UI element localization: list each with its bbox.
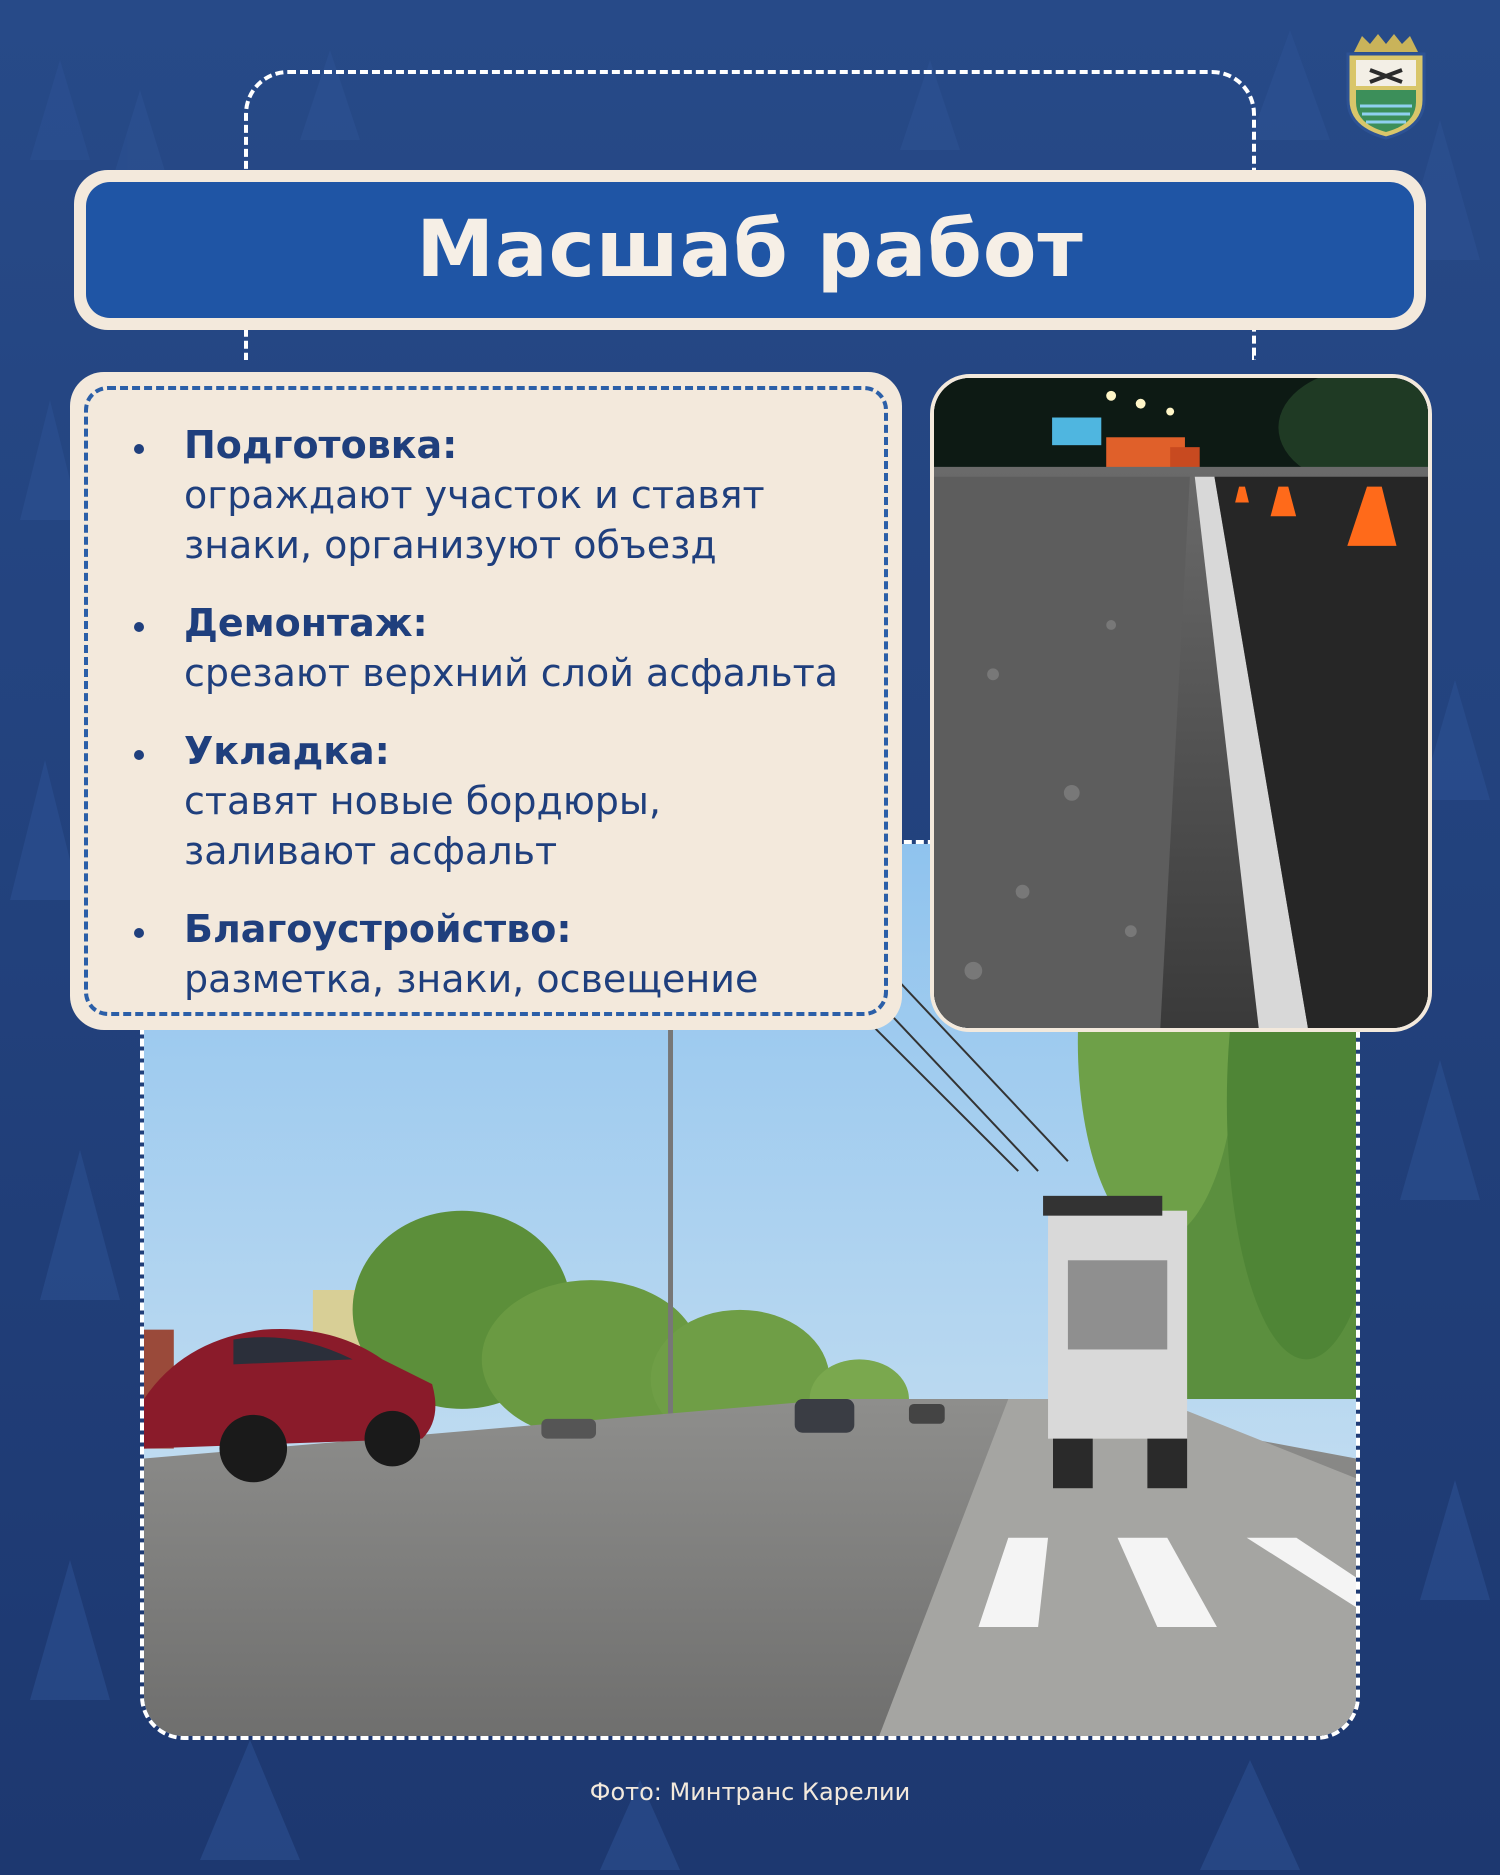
steps-card <box>70 372 902 1030</box>
step-label: Демонтаж: <box>184 601 428 645</box>
step-text: разметка, знаки, освещение <box>184 957 759 1001</box>
step-item-landscaping <box>132 904 864 1004</box>
step-text: срезают верхний слой асфальта <box>184 651 839 695</box>
steps-card-inner <box>84 386 888 1016</box>
road-night-photo <box>930 374 1432 1032</box>
title-bar-inner <box>86 182 1414 318</box>
step-label: Подготовка: <box>184 423 458 467</box>
step-label: Благоустройство: <box>184 907 572 951</box>
photo-credit: Фото: Минтранс Карелии <box>589 1778 911 1806</box>
step-item-dismantling <box>132 598 864 698</box>
bullet-icon <box>134 444 144 454</box>
bullet-icon <box>134 750 144 760</box>
step-text: ограждают участок и ставят знаки, организуют объезд <box>184 473 765 567</box>
step-item-laying <box>132 726 864 876</box>
title-bar <box>74 170 1426 330</box>
steps-list <box>132 420 864 1004</box>
coat-of-arms-icon <box>1340 30 1432 140</box>
step-item-preparation <box>132 420 864 570</box>
step-label: Укладка: <box>184 729 390 773</box>
bullet-icon <box>134 928 144 938</box>
bullet-icon <box>134 622 144 632</box>
page-title: Масшаб работ <box>416 205 1084 295</box>
step-text: ставят новые бордюры, заливают асфальт <box>184 779 662 873</box>
